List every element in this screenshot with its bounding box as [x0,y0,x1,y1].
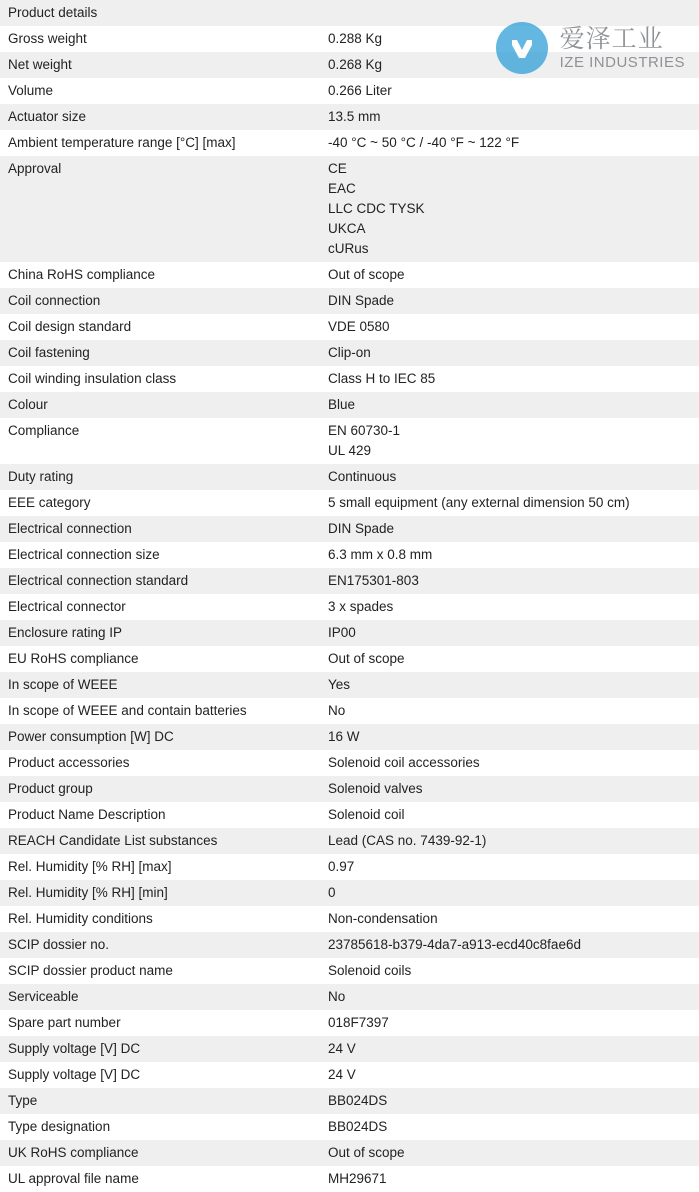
row-label: Electrical connector [8,599,126,614]
row-value: Solenoid coil accessories [328,755,480,770]
row-value-line: UKCA [328,221,366,236]
row-label: Coil fastening [8,345,90,360]
table-row [0,854,699,880]
row-value [318,418,699,464]
table-row [0,594,699,620]
row-value: Yes [328,677,351,692]
row-value: BB024DS [328,1093,388,1108]
row-value: IP00 [328,625,356,640]
row-value: Out of scope [328,267,405,282]
table-row [0,828,699,854]
row-label: Supply voltage [V] DC [8,1067,141,1082]
row-value: Solenoid coils [328,963,412,978]
table-row [0,52,699,78]
table-row [0,262,699,288]
row-value: 0.266 Liter [328,83,392,98]
row-label: Coil design standard [8,319,132,334]
row-value: 23785618-b379-4da7-a913-ecd40c8fae6d [328,937,581,952]
table-row [0,1010,699,1036]
table-row [0,568,699,594]
row-value: 0.97 [328,859,355,874]
row-label: Product Name Description [8,807,166,822]
table-row [0,724,699,750]
row-label: EU RoHS compliance [8,651,139,666]
row-label: Duty rating [8,469,74,484]
row-label: EEE category [8,495,91,510]
row-label: Ambient temperature range [°C] [max] [8,135,236,150]
row-value: 0.288 Kg [328,31,383,46]
table-row [0,156,699,262]
table-row [0,984,699,1010]
row-value-line: LLC CDC TYSK [328,201,425,216]
row-label: SCIP dossier product name [8,963,173,978]
row-label: Electrical connection [8,521,132,536]
row-label: Coil winding insulation class [8,371,177,386]
row-value-line: EN 60730-1 [328,423,401,438]
row-value-line: cURus [328,241,369,256]
row-label: Actuator size [8,109,87,124]
table-row [0,314,699,340]
table-row [0,1114,699,1140]
table-row [0,464,699,490]
table-row [0,104,699,130]
table-row [0,1166,699,1192]
row-label: Approval [8,161,62,176]
watermark-en-text: IZE INDUSTRIES [559,54,685,71]
row-value: Continuous [328,469,397,484]
row-label: Net weight [8,57,72,72]
row-label: In scope of WEEE and contain batteries [8,703,247,718]
row-value: DIN Spade [328,521,395,536]
table-row [0,906,699,932]
row-label: Electrical connection size [8,547,160,562]
row-label: Serviceable [8,989,79,1004]
row-value: EN175301-803 [328,573,419,588]
row-label: Type designation [8,1119,111,1134]
row-label: REACH Candidate List substances [8,833,218,848]
row-label: Power consumption [W] DC [8,729,174,744]
table-row [0,802,699,828]
row-label: Rel. Humidity [% RH] [min] [8,885,168,900]
row-value: Clip-on [328,345,371,360]
row-value: 6.3 mm x 0.8 mm [328,547,433,562]
row-value: No [328,989,346,1004]
table-row [0,542,699,568]
row-label: Spare part number [8,1015,121,1030]
row-value: 24 V [328,1067,356,1082]
table-row [0,288,699,314]
table-row [0,958,699,984]
table-row [0,750,699,776]
row-value: Solenoid valves [328,781,423,796]
row-value: 5 small equipment (any external dimension 50 cm) [328,495,630,510]
row-label: Rel. Humidity [% RH] [max] [8,859,172,874]
table-section-header-row [0,0,699,26]
table-row [0,776,699,802]
row-label: Compliance [8,423,80,438]
row-value-line: CE [328,161,347,176]
row-value: 0 [328,885,336,900]
row-label: Type [8,1093,38,1108]
row-value: Lead (CAS no. 7439-92-1) [328,833,487,848]
row-value: 018F7397 [328,1015,389,1030]
row-value: BB024DS [328,1119,388,1134]
table-row [0,932,699,958]
row-value: DIN Spade [328,293,395,308]
table-row [0,130,699,156]
table-row [0,880,699,906]
table-row [0,698,699,724]
row-label: Enclosure rating IP [8,625,123,640]
row-label: UL approval file name [8,1171,139,1186]
row-label: Colour [8,397,48,412]
table-row [0,418,699,464]
row-value [318,156,699,262]
row-label: Gross weight [8,31,87,46]
row-value: Out of scope [328,1145,405,1160]
table-row [0,490,699,516]
row-value: 13.5 mm [328,109,381,124]
table-row [0,646,699,672]
row-value: No [328,703,346,718]
table-row [0,620,699,646]
table-row [0,1140,699,1166]
row-label: China RoHS compliance [8,267,156,282]
table-row [0,26,699,52]
row-value: Blue [328,397,356,412]
row-label: Electrical connection standard [8,573,189,588]
row-value: -40 °C ~ 50 °C / -40 °F ~ 122 °F [328,135,520,150]
section-title-spacer [318,0,699,26]
row-value: 0.268 Kg [328,57,383,72]
row-label: UK RoHS compliance [8,1145,139,1160]
table-row [0,1088,699,1114]
row-label: Product accessories [8,755,130,770]
row-label: Coil connection [8,293,101,308]
row-label: SCIP dossier no. [8,937,110,952]
table-row [0,516,699,542]
table-row [0,1062,699,1088]
row-label: Rel. Humidity conditions [8,911,153,926]
row-value-line: EAC [328,181,356,196]
row-value: Non-condensation [328,911,438,926]
table-row [0,366,699,392]
table-row [0,1036,699,1062]
section-title: Product details [8,5,98,20]
table-row [0,340,699,366]
row-value: Solenoid coil [328,807,405,822]
row-value: 3 x spades [328,599,394,614]
row-value: 24 V [328,1041,356,1056]
row-label: Product group [8,781,93,796]
row-label: Supply voltage [V] DC [8,1041,141,1056]
row-value: 16 W [328,729,360,744]
table-row [0,672,699,698]
row-value: VDE 0580 [328,319,390,334]
row-value: MH29671 [328,1171,387,1186]
watermark-cn-text: 爱泽工业 [559,23,664,53]
row-value: Class H to IEC 85 [328,371,436,386]
row-label: In scope of WEEE [8,677,118,692]
table-row [0,392,699,418]
row-value-line: UL 429 [328,443,372,458]
table-row [0,78,699,104]
row-value: Out of scope [328,651,405,666]
row-label: Volume [8,83,54,98]
